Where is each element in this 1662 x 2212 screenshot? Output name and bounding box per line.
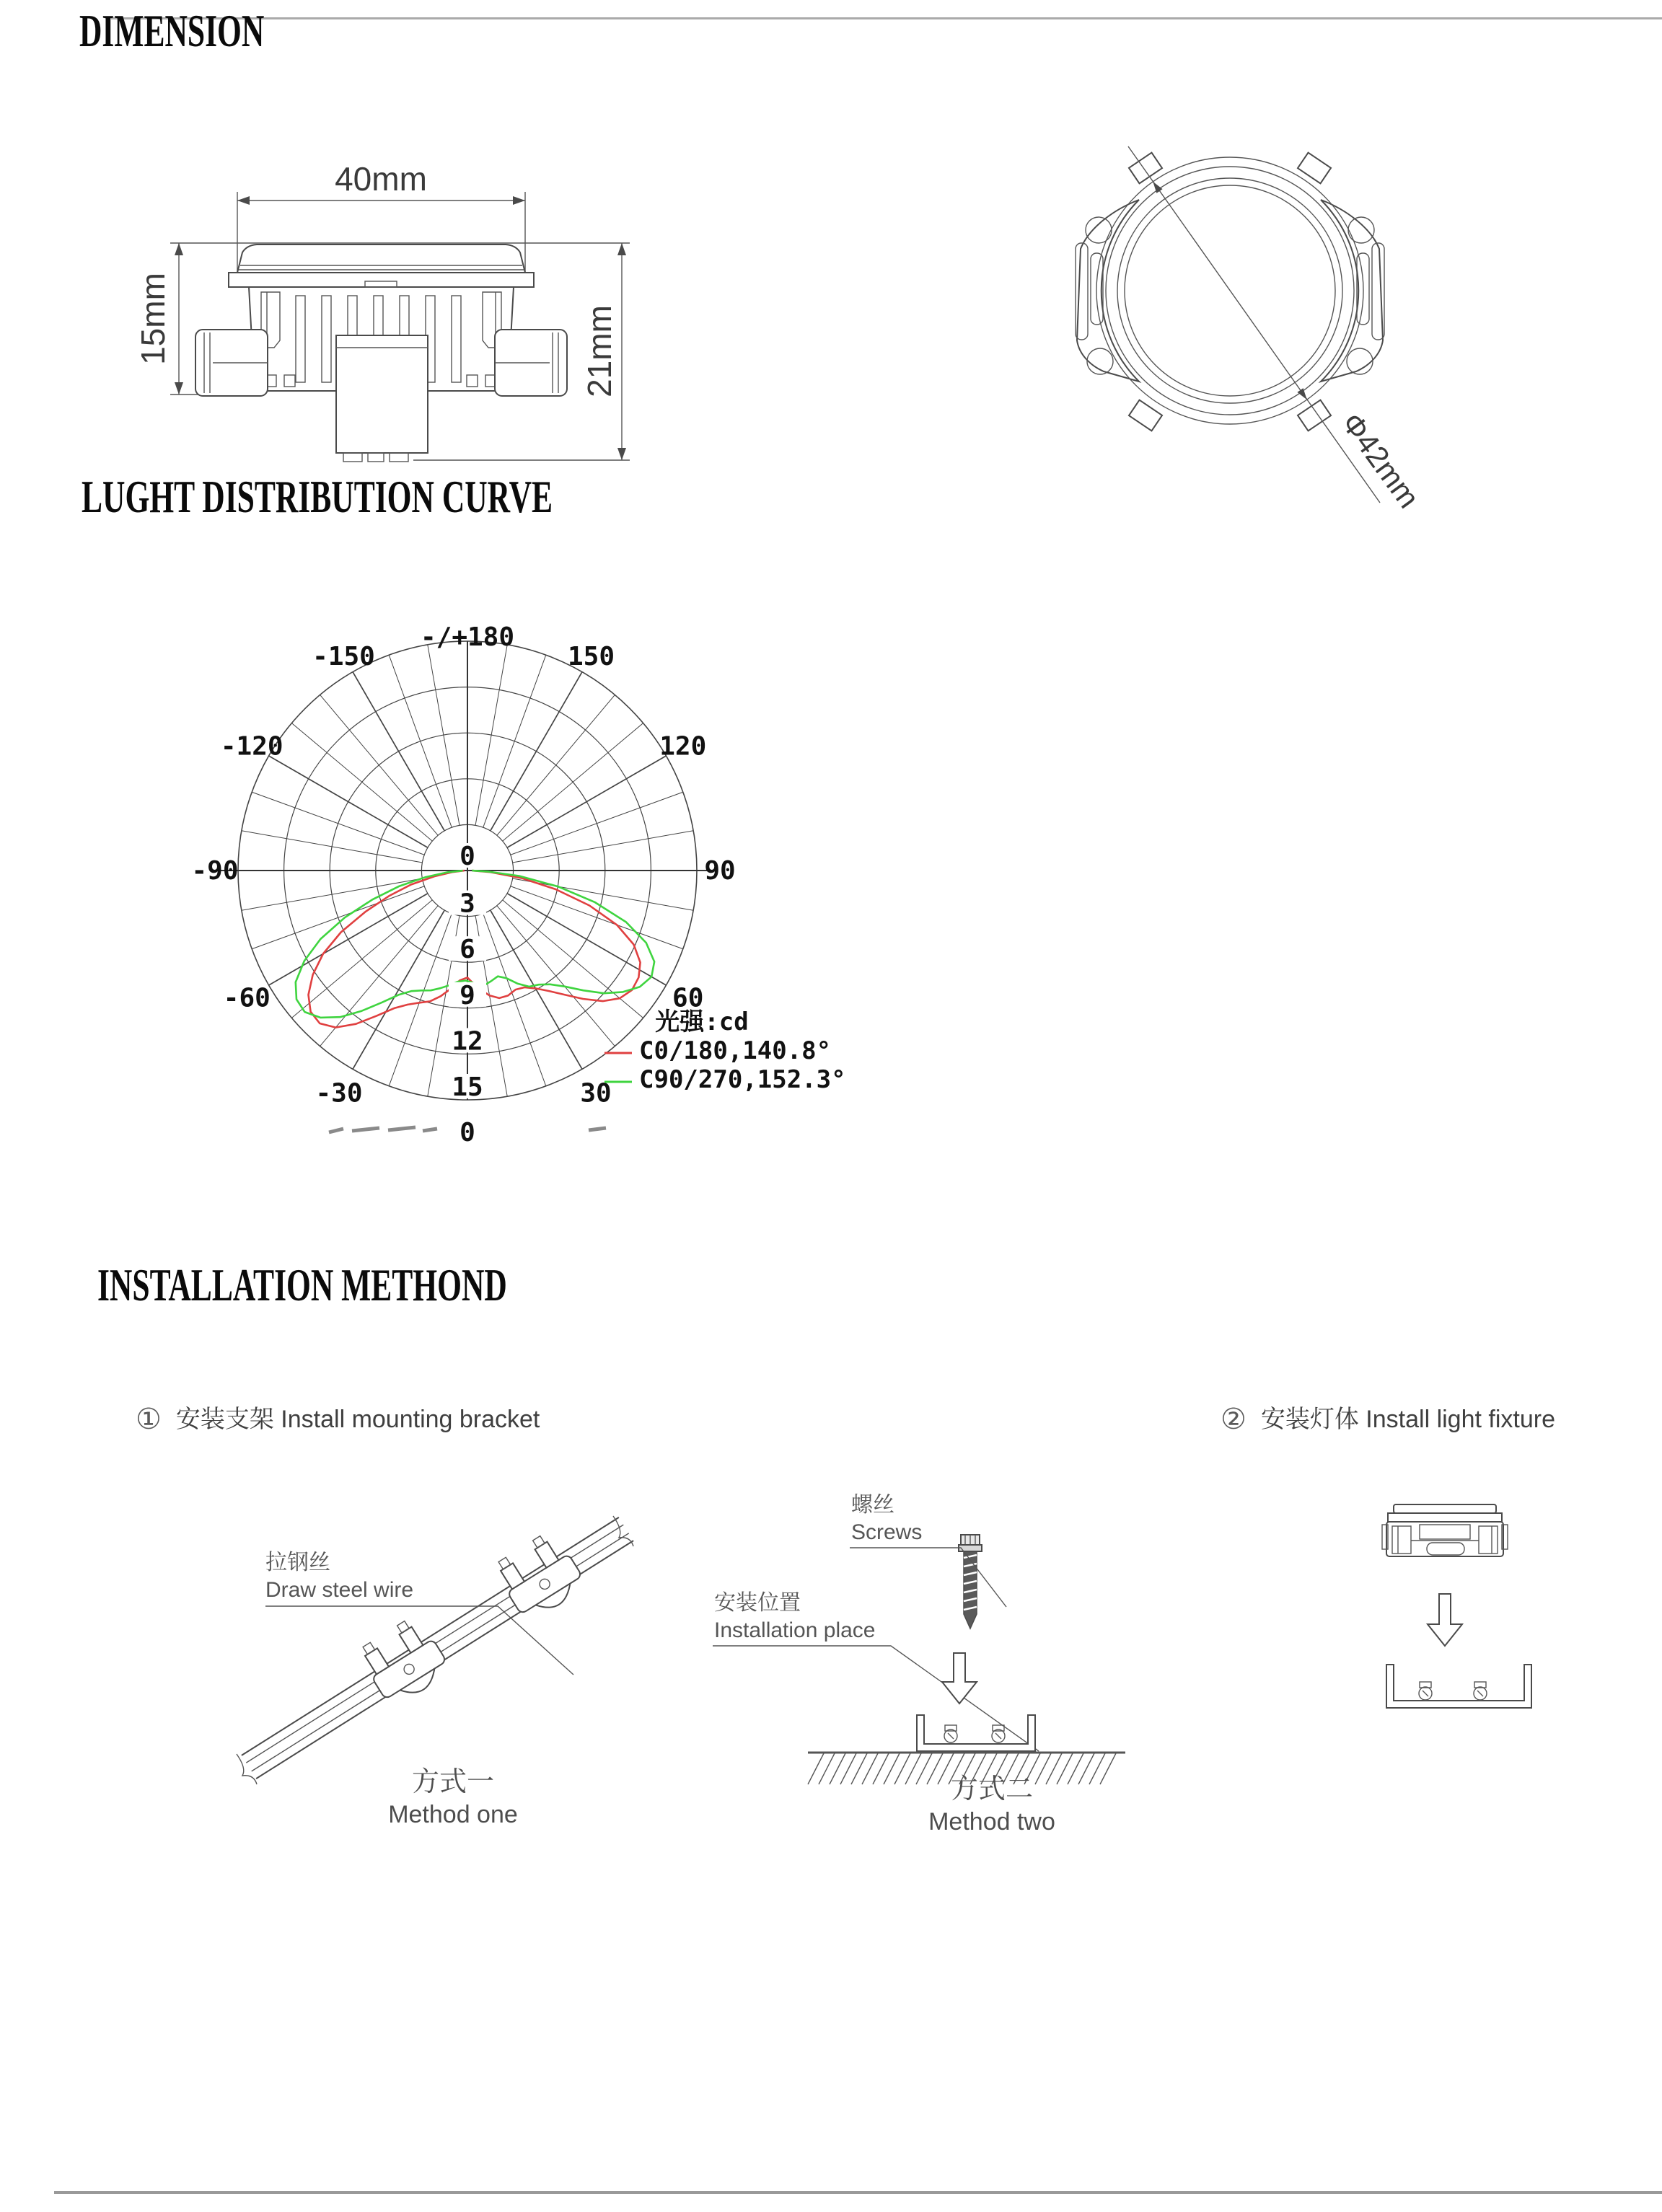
step2-label: 安装灯体 Install light fixture — [1260, 1406, 1555, 1433]
side-view-drawing — [134, 159, 656, 476]
svg-text:-120: -120 — [220, 731, 283, 762]
svg-text:6: 6 — [460, 935, 475, 965]
svg-text:-90: -90 — [191, 856, 239, 886]
front-height-dimension-label: 15mm — [134, 273, 172, 365]
installation-place-label — [714, 1590, 875, 1644]
diameter-dimension-label: Φ42mm — [1335, 406, 1427, 514]
svg-text:150: 150 — [567, 641, 615, 671]
svg-text:3: 3 — [460, 889, 475, 919]
curve-heading: LUGHT DISTRIBUTION CURVE — [82, 471, 553, 522]
installation-heading: INSTALLATION METHOND — [97, 1259, 507, 1310]
top-rule — [111, 17, 1662, 19]
step2-number: ② — [1221, 1404, 1246, 1435]
svg-text:0: 0 — [460, 1118, 475, 1147]
install-fixture-diagram — [1356, 1486, 1587, 1731]
svg-text:C0/180,140.8°: C0/180,140.8° — [639, 1036, 832, 1065]
screws-en: Screws — [851, 1520, 923, 1544]
step1-number: ① — [136, 1404, 162, 1435]
draw-steel-wire-en: Draw steel wire — [265, 1578, 414, 1602]
draw-steel-wire-zh: 拉钢丝 — [265, 1551, 330, 1574]
bottom-rule — [54, 2191, 1662, 2194]
svg-text:光强:cd: 光强:cd — [655, 1008, 749, 1036]
svg-text:12: 12 — [452, 1026, 483, 1057]
dimension-heading: DIMENSION — [79, 5, 265, 56]
method-two-en: Method two — [928, 1808, 1055, 1836]
total-height-dimension-label: 21mm — [581, 305, 618, 397]
svg-text:0: 0 — [460, 842, 475, 871]
draw-steel-wire-label — [265, 1549, 413, 1604]
method-two-zh: 方式二 — [950, 1774, 1033, 1805]
svg-text:-30: -30 — [315, 1078, 363, 1109]
install-step1-header — [136, 1399, 540, 1436]
screws-zh: 螺丝 — [851, 1493, 894, 1517]
width-dimension-label: 40mm — [335, 160, 427, 198]
svg-text:30: 30 — [580, 1078, 612, 1109]
svg-text:C90/270,152.3°: C90/270,152.3° — [639, 1065, 846, 1094]
screws-label — [851, 1491, 922, 1546]
installation-place-zh: 安装位置 — [714, 1591, 801, 1615]
step1-label: 安装支架 Install mounting bracket — [175, 1406, 540, 1433]
svg-text:-150: -150 — [312, 641, 375, 671]
svg-text:-/+180: -/+180 — [420, 622, 515, 652]
svg-text:120: 120 — [659, 731, 707, 762]
method-one-caption — [359, 1766, 547, 1830]
svg-text:15: 15 — [452, 1072, 483, 1102]
svg-text:60: 60 — [672, 983, 704, 1013]
method-two-caption — [898, 1773, 1086, 1838]
method-one-zh: 方式一 — [411, 1767, 494, 1797]
svg-text:90: 90 — [704, 856, 736, 886]
light-distribution-polar-chart — [173, 620, 880, 1168]
top-view-drawing — [1053, 108, 1486, 555]
method-one-en: Method one — [388, 1801, 518, 1828]
install-step2-header — [1221, 1399, 1555, 1436]
installation-place-en: Installation place — [714, 1618, 876, 1642]
svg-text:-60: -60 — [223, 983, 271, 1013]
svg-text:9: 9 — [460, 980, 475, 1010]
